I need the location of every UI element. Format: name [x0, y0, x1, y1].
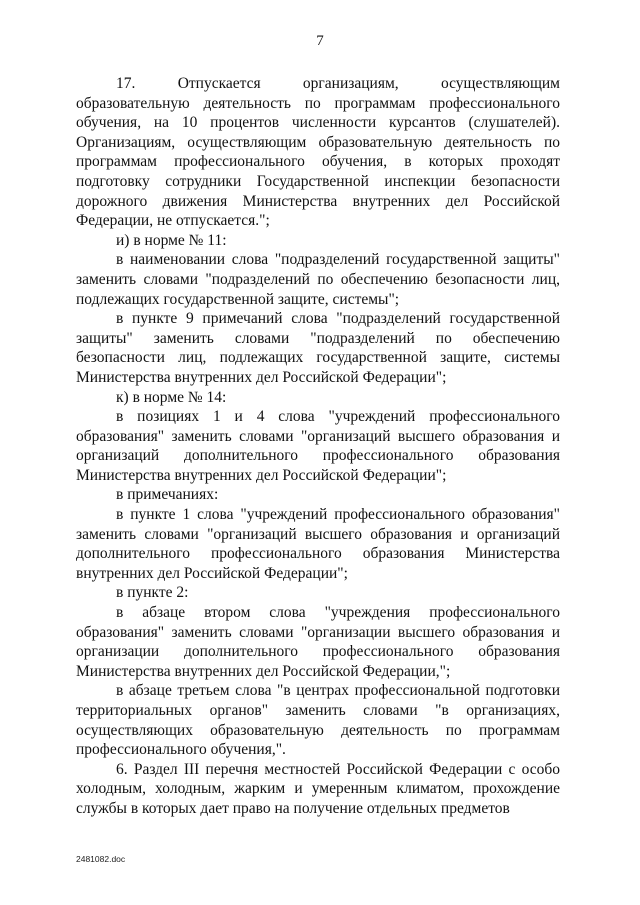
paragraph-norm-14-positions: в позициях 1 и 4 слова "учреждений профессионального образования" заменить словами "организаций высшего образования и организаций дополнительного профессионального образования Министерства внутренних дел Российской Федерации";: [76, 408, 560, 484]
paragraph-norm-11-note-9: в пункте 9 примечаний слова "подразделений государственной защиты" заменить словами "подразделений по обеспечению безопасности лиц, подлежащих государственной защите, системы Министерства внутренних дел Российской Федерации";: [76, 310, 560, 386]
paragraph-norm-11-title-change: в наименовании слова "подразделений государственной защиты" заменить словами "подразделений по обеспечению безопасности лиц, подлежащих государственной защите, системы";: [76, 251, 560, 308]
paragraph-section-6: 6. Раздел III перечня местностей Российской Федерации с особо холодным, холодным, жарким и умеренным климатом, прохождение службы в которых дает право на получение отдельных предметов: [76, 760, 560, 817]
paragraph-note-2-third-abzac: в абзаце третьем слова "в центрах профессиональной подготовки территориальных органов" заменить словами "в организациях, осуществляющих образовательную деятельность по программам профессионального обучения,".: [76, 682, 560, 759]
paragraph-norm-14-heading: к) в норме № 14:: [116, 388, 227, 406]
paragraph-item-17: 17. Отпускается организациям, осуществляющим образовательную деятельность по программам профессионального обучения, на 10 процентов численности курсантов (слушателей). Организациям, осуществляющим образовательную деятельность по программам профессионального обучения, в которых проходят подготовку сотрудники Государственной инспекции безопасности дорожного движения Министерства внутренних дел Российской Федерации, не отпускается.";: [76, 75, 560, 230]
paragraph-note-2-heading: в пункте 2:: [116, 584, 189, 602]
paragraph-notes-heading: в примечаниях:: [116, 486, 219, 504]
paragraph-norm-11-heading: и) в норме № 11:: [116, 231, 227, 249]
document-body: [76, 74, 560, 819]
footer-file-name: 2481082.doc: [76, 854, 126, 864]
page-number: 7: [316, 33, 324, 49]
paragraph-note-2-second-abzac: в абзаце втором слова "учреждения профессионального образования" заменить словами "организации высшего образования и организации дополнительного профессионального образования Министерства внутренних дел Российской Федерации,";: [76, 604, 560, 680]
paragraph-note-1: в пункте 1 слова "учреждений профессионального образования" заменить словами "организаций высшего образования и организаций дополнительного профессионального образования Министерства внутренних дел Российской Федерации";: [76, 506, 560, 582]
